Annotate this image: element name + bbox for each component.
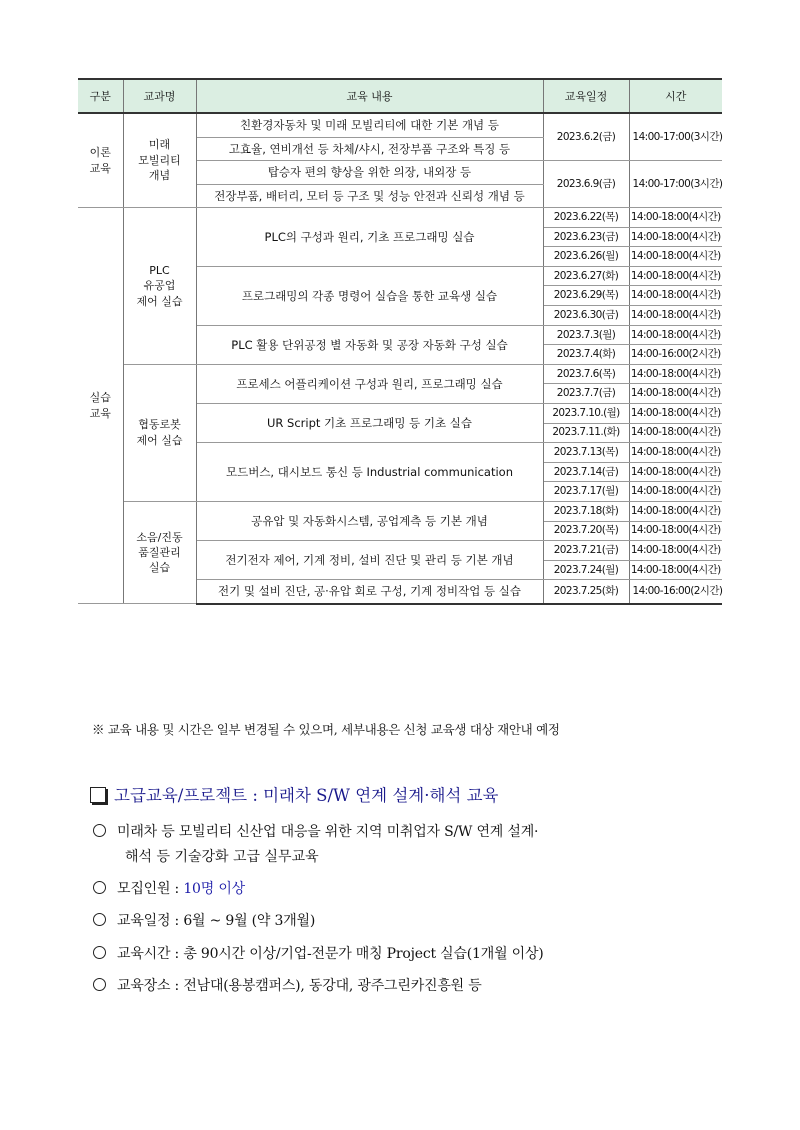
header-category: 구분 xyxy=(78,79,123,113)
time-cell: 14:00-18:00(4시간) xyxy=(629,286,722,306)
time-cell: 14:00-18:00(4시간) xyxy=(629,541,722,561)
hours-text: 교육시간 : 총 90시간 이상/기업-전문가 매칭 Project 실습(1개월 이상) xyxy=(117,946,544,962)
content-cell: 모드버스, 대시보드 통신 등 Industrial communication xyxy=(196,443,543,502)
content-cell: PLC 활용 단위공정 별 자동화 및 공장 자동화 구성 실습 xyxy=(196,325,543,364)
date-cell: 2023.6.30(금) xyxy=(543,305,629,325)
date-cell: 2023.7.18(화) xyxy=(543,501,629,521)
time-cell: 14:00-18:00(4시간) xyxy=(629,462,722,482)
time-cell: 14:00-18:00(4시간) xyxy=(629,247,722,267)
bullet-hours xyxy=(93,943,544,963)
date-cell: 2023.6.23(금) xyxy=(543,227,629,247)
header-time: 시간 xyxy=(629,79,722,113)
bullet-venue xyxy=(93,975,482,995)
date-cell: 2023.7.21(금) xyxy=(543,541,629,561)
date-cell: 2023.6.27(화) xyxy=(543,266,629,286)
content-cell: PLC의 구성과 원리, 기초 프로그래밍 실습 xyxy=(196,208,543,267)
date-cell: 2023.6.29(목) xyxy=(543,286,629,306)
table-row xyxy=(78,113,722,137)
time-cell: 14:00-18:00(4시간) xyxy=(629,501,722,521)
time-cell: 14:00-18:00(4시간) xyxy=(629,482,722,502)
course-name-cell: 소음/진동 품질관리 실습 xyxy=(123,501,196,603)
date-cell: 2023.6.9(금) xyxy=(543,161,629,208)
date-cell: 2023.7.7(금) xyxy=(543,384,629,404)
time-cell: 14:00-18:00(4시간) xyxy=(629,227,722,247)
content-cell: 전장부품, 배터리, 모터 등 구조 및 성능 안전과 신뢰성 개념 등 xyxy=(196,184,543,208)
content-cell: 고효율, 연비개선 등 차체/샤시, 전장부품 구조와 특징 등 xyxy=(196,137,543,161)
date-cell: 2023.6.26(월) xyxy=(543,247,629,267)
time-cell: 14:00-18:00(4시간) xyxy=(629,208,722,228)
time-cell: 14:00-18:00(4시간) xyxy=(629,305,722,325)
date-cell: 2023.7.13(목) xyxy=(543,443,629,463)
date-cell: 2023.6.2(금) xyxy=(543,113,629,161)
circle-bullet-icon xyxy=(93,913,106,926)
table-row xyxy=(78,208,722,228)
circle-bullet-icon xyxy=(93,824,106,837)
time-cell: 14:00-18:00(4시간) xyxy=(629,325,722,345)
date-cell: 2023.7.3(월) xyxy=(543,325,629,345)
date-cell: 2023.7.24(월) xyxy=(543,560,629,580)
section-title: 고급교육/프로젝트 : 미래차 S/W 연계 설계·해석 교육 xyxy=(114,786,499,805)
header-date: 교육일정 xyxy=(543,79,629,113)
date-cell: 2023.6.22(목) xyxy=(543,208,629,228)
date-cell: 2023.7.14(금) xyxy=(543,462,629,482)
time-cell: 14:00-18:00(4시간) xyxy=(629,443,722,463)
date-cell: 2023.7.25(화) xyxy=(543,580,629,604)
circle-bullet-icon xyxy=(93,881,106,894)
schedule-note: ※ 교육 내용 및 시간은 일부 변경될 수 있으며, 세부내용은 신청 교육생 대상 재안내 예정 xyxy=(92,722,560,737)
time-cell: 14:00-17:00(3시간) xyxy=(629,161,722,208)
checkbox-icon xyxy=(90,787,106,803)
date-cell: 2023.7.6(목) xyxy=(543,364,629,384)
intro-line-1: 미래차 등 모빌리티 신산업 대응을 위한 지역 미취업자 S/W 연계 설계· xyxy=(117,824,539,840)
category-cell: 실습 교육 xyxy=(78,208,123,604)
period-text: 교육일정 : 6월 ~ 9월 (약 3개월) xyxy=(117,913,316,929)
recruit-label: 모집인원 : xyxy=(117,881,184,897)
table-row xyxy=(78,501,722,521)
time-cell: 14:00-17:00(3시간) xyxy=(629,113,722,161)
content-cell: 공유압 및 자동화시스템, 공업계측 등 기본 개념 xyxy=(196,501,543,540)
content-cell: 프로그래밍의 각종 명령어 실습을 통한 교육생 실습 xyxy=(196,266,543,325)
bullet-period xyxy=(93,910,315,930)
content-cell: 전기 및 설비 진단, 공·유압 회로 구성, 기계 정비작업 등 실습 xyxy=(196,580,543,604)
table-row xyxy=(78,364,722,384)
bullet-recruit xyxy=(93,878,245,898)
time-cell: 14:00-18:00(4시간) xyxy=(629,403,722,423)
content-cell: 전기전자 제어, 기계 정비, 설비 진단 및 관리 등 기본 개념 xyxy=(196,541,543,580)
education-schedule-table xyxy=(78,78,722,605)
bullet-intro xyxy=(93,821,538,841)
date-cell: 2023.7.4(화) xyxy=(543,345,629,365)
time-cell: 14:00-18:00(4시간) xyxy=(629,266,722,286)
header-content: 교육 내용 xyxy=(196,79,543,113)
table-header-row xyxy=(78,79,722,113)
course-name-cell: PLC 유공업 제어 실습 xyxy=(123,208,196,365)
time-cell: 14:00-18:00(4시간) xyxy=(629,423,722,443)
header-course: 교과명 xyxy=(123,79,196,113)
content-cell: 친환경자동차 및 미래 모빌리티에 대한 기본 개념 등 xyxy=(196,113,543,137)
course-name-cell: 협동로봇 제어 실습 xyxy=(123,364,196,501)
time-cell: 14:00-16:00(2시간) xyxy=(629,345,722,365)
circle-bullet-icon xyxy=(93,946,106,959)
time-cell: 14:00-18:00(4시간) xyxy=(629,560,722,580)
category-cell: 이론 교육 xyxy=(78,113,123,208)
course-name-cell: 미래 모빌리티 개념 xyxy=(123,113,196,208)
venue-text: 교육장소 : 전남대(용봉캠퍼스), 동강대, 광주그린카진흥원 등 xyxy=(117,978,482,994)
time-cell: 14:00-18:00(4시간) xyxy=(629,521,722,541)
time-cell: 14:00-18:00(4시간) xyxy=(629,364,722,384)
content-cell: 프로세스 어플리케이션 구성과 원리, 프로그래밍 실습 xyxy=(196,364,543,403)
date-cell: 2023.7.17(월) xyxy=(543,482,629,502)
section-heading xyxy=(90,782,499,806)
date-cell: 2023.7.20(목) xyxy=(543,521,629,541)
date-cell: 2023.7.10.(월) xyxy=(543,403,629,423)
time-cell: 14:00-16:00(2시간) xyxy=(629,580,722,604)
intro-line-2: 해석 등 기술강화 고급 실무교육 xyxy=(125,849,319,865)
date-cell: 2023.7.11.(화) xyxy=(543,423,629,443)
recruit-value: 10명 이상 xyxy=(183,881,245,897)
content-cell: UR Script 기초 프로그래밍 등 기초 실습 xyxy=(196,403,543,442)
time-cell: 14:00-18:00(4시간) xyxy=(629,384,722,404)
content-cell: 탑승자 편의 향상을 위한 의장, 내외장 등 xyxy=(196,161,543,185)
circle-bullet-icon xyxy=(93,978,106,991)
